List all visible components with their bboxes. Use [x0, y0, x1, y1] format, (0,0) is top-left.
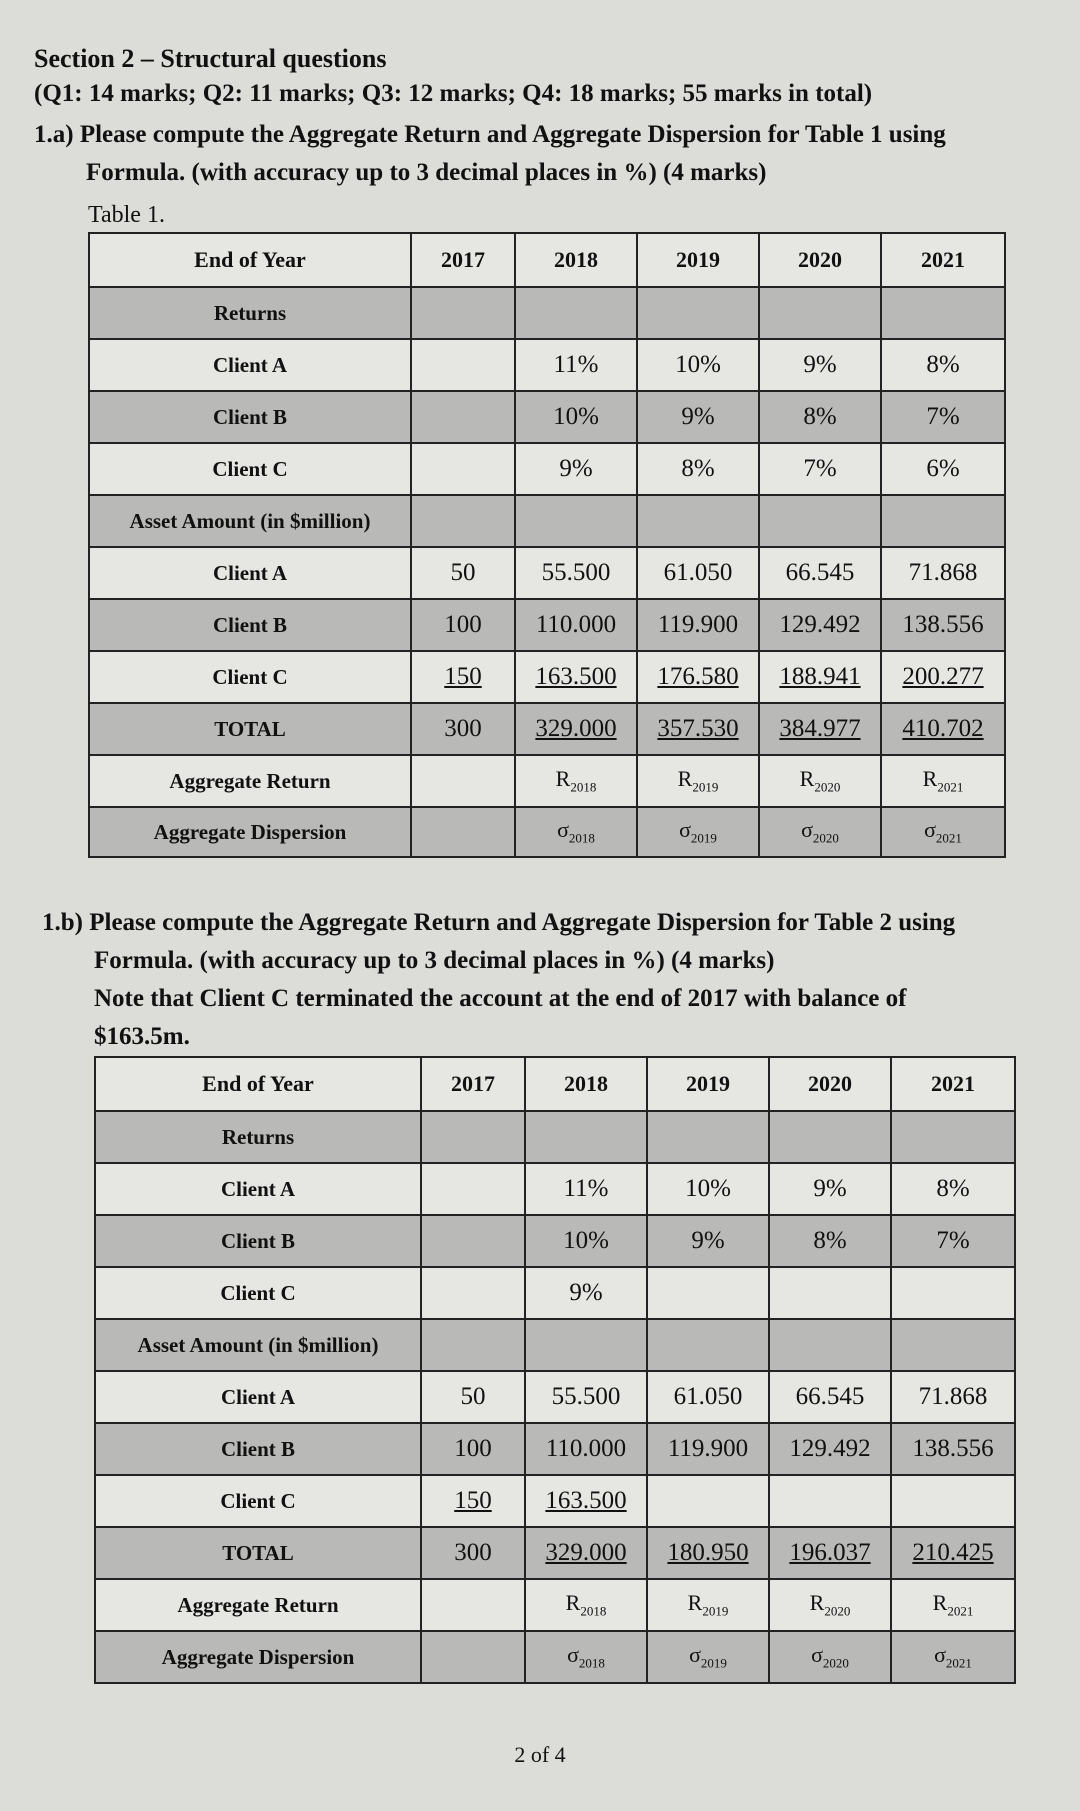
row-label: Client B: [95, 1215, 421, 1267]
cell: 300: [421, 1527, 525, 1579]
table-row: [95, 1215, 1015, 1267]
row-label: TOTAL: [95, 1527, 421, 1579]
cell: 129.492: [759, 599, 881, 651]
returns-section-row: [95, 1111, 1015, 1163]
header-cell: 2018: [525, 1057, 647, 1111]
asset-section-row: [89, 495, 1005, 547]
row-label: Client B: [89, 599, 411, 651]
cell: [421, 1163, 525, 1215]
cell: 6%: [881, 443, 1005, 495]
cell: 61.050: [647, 1371, 769, 1423]
symbol-cell: $\sigma_{2021}$: [881, 807, 1005, 857]
header-cell: 2021: [891, 1057, 1015, 1111]
cell: 163.500: [525, 1475, 647, 1527]
cell: [421, 1267, 525, 1319]
table-row: [95, 1371, 1015, 1423]
cell: [647, 1267, 769, 1319]
cell: [891, 1475, 1015, 1527]
symbol-cell: $\sigma_{2021}$: [891, 1631, 1015, 1683]
cell: 188.941: [759, 651, 881, 703]
row-label: Client B: [89, 391, 411, 443]
cell: [421, 1215, 525, 1267]
symbol-cell: $\sigma_{2020}$: [759, 807, 881, 857]
returns-section-row: [89, 287, 1005, 339]
header-cell: 2018: [515, 233, 637, 287]
cell: 163.500: [515, 651, 637, 703]
row-label: Client C: [95, 1267, 421, 1319]
table-row: [89, 547, 1005, 599]
header-cell: 2019: [637, 233, 759, 287]
row-label: Client C: [89, 443, 411, 495]
table-row: [95, 1267, 1015, 1319]
asset-label: Asset Amount (in $million): [89, 495, 411, 547]
cell: 110.000: [525, 1423, 647, 1475]
cell: 55.500: [515, 547, 637, 599]
cell: [891, 1267, 1015, 1319]
table-row: [89, 443, 1005, 495]
header-cell: 2020: [769, 1057, 891, 1111]
cell: 7%: [891, 1215, 1015, 1267]
cell: 10%: [637, 339, 759, 391]
question-1a: [34, 116, 946, 192]
row-label: TOTAL: [89, 703, 411, 755]
cell: 11%: [515, 339, 637, 391]
row-label: Client C: [89, 651, 411, 703]
aggregate-dispersion-row: [95, 1631, 1015, 1683]
question-1b-line2: Formula. (with accuracy up to 3 decimal places in %) (4 marks): [94, 947, 775, 974]
table-row: [89, 599, 1005, 651]
row-label: Aggregate Return: [89, 755, 411, 807]
cell: 7%: [881, 391, 1005, 443]
cell: 11%: [525, 1163, 647, 1215]
cell: 329.000: [515, 703, 637, 755]
cell: 10%: [525, 1215, 647, 1267]
question-1b-note-line2: $163.5m.: [94, 1023, 190, 1050]
cell: [769, 1475, 891, 1527]
symbol-cell: $R_{2021}$: [891, 1579, 1015, 1631]
cell: 66.545: [769, 1371, 891, 1423]
row-label: Client A: [89, 547, 411, 599]
cell: 8%: [637, 443, 759, 495]
row-label: Client A: [95, 1163, 421, 1215]
cell: 9%: [515, 443, 637, 495]
question-1b: [42, 904, 955, 1056]
cell: 150: [411, 651, 515, 703]
symbol-cell: $R_{2020}$: [769, 1579, 891, 1631]
table-row: [89, 651, 1005, 703]
cell: 9%: [525, 1267, 647, 1319]
cell: 7%: [759, 443, 881, 495]
cell: 329.000: [525, 1527, 647, 1579]
header-cell: 2019: [647, 1057, 769, 1111]
cell: 9%: [759, 339, 881, 391]
cell: 200.277: [881, 651, 1005, 703]
asset-section-row: [95, 1319, 1015, 1371]
row-label: Aggregate Dispersion: [89, 807, 411, 857]
cell: 8%: [759, 391, 881, 443]
cell: [769, 1267, 891, 1319]
page-number: 2 of 4: [514, 1742, 566, 1767]
cell: 100: [411, 599, 515, 651]
cell: [411, 443, 515, 495]
cell: 10%: [647, 1163, 769, 1215]
header-cell: 2017: [411, 233, 515, 287]
cell: 71.868: [881, 547, 1005, 599]
row-label: Aggregate Return: [95, 1579, 421, 1631]
returns-label: Returns: [89, 287, 411, 339]
symbol-cell: $\sigma_{2018}$: [515, 807, 637, 857]
table-1: [88, 232, 1006, 858]
marks-line: (Q1: 14 marks; Q2: 11 marks; Q3: 12 marks; Q4: 18 marks; 55 marks in total): [34, 80, 873, 107]
header-cell: 2021: [881, 233, 1005, 287]
cell: 8%: [769, 1215, 891, 1267]
symbol-cell: $R_{2020}$: [759, 755, 881, 807]
table-header-row: [89, 233, 1005, 287]
cell: 119.900: [647, 1423, 769, 1475]
row-label: Client C: [95, 1475, 421, 1527]
total-row: [95, 1527, 1015, 1579]
row-label: Aggregate Dispersion: [95, 1631, 421, 1683]
table1-caption: Table 1.: [88, 202, 165, 228]
cell: 61.050: [637, 547, 759, 599]
asset-label: Asset Amount (in $million): [95, 1319, 421, 1371]
cell: 300: [411, 703, 515, 755]
cell: 138.556: [881, 599, 1005, 651]
cell: 71.868: [891, 1371, 1015, 1423]
cell: 8%: [881, 339, 1005, 391]
row-label: Client A: [95, 1371, 421, 1423]
symbol-cell: $R_{2019}$: [647, 1579, 769, 1631]
row-label: Client A: [89, 339, 411, 391]
cell: 210.425: [891, 1527, 1015, 1579]
returns-label: Returns: [95, 1111, 421, 1163]
cell: 8%: [891, 1163, 1015, 1215]
question-1a-line2: Formula. (with accuracy up to 3 decimal places in %) (4 marks): [86, 159, 767, 186]
cell: 150: [421, 1475, 525, 1527]
cell: 10%: [515, 391, 637, 443]
header-cell: 2017: [421, 1057, 525, 1111]
cell: 119.900: [637, 599, 759, 651]
cell: 9%: [769, 1163, 891, 1215]
cell: 357.530: [637, 703, 759, 755]
cell: 410.702: [881, 703, 1005, 755]
cell: 50: [421, 1371, 525, 1423]
cell: 176.580: [637, 651, 759, 703]
aggregate-dispersion-row: [89, 807, 1005, 857]
cell: [647, 1475, 769, 1527]
cell: 180.950: [647, 1527, 769, 1579]
table-header-row: [95, 1057, 1015, 1111]
section-title: Section 2 – Structural questions: [34, 44, 387, 73]
aggregate-return-row: [89, 755, 1005, 807]
cell: 110.000: [515, 599, 637, 651]
symbol-cell: $R_{2021}$: [881, 755, 1005, 807]
cell: 50: [411, 547, 515, 599]
table-row: [89, 391, 1005, 443]
table-row: [89, 339, 1005, 391]
total-row: [89, 703, 1005, 755]
cell: [411, 391, 515, 443]
cell: 196.037: [769, 1527, 891, 1579]
cell: 100: [421, 1423, 525, 1475]
cell: 55.500: [525, 1371, 647, 1423]
cell: 384.977: [759, 703, 881, 755]
cell: 9%: [637, 391, 759, 443]
question-1a-line1: 1.a) Please compute the Aggregate Return and Aggregate Dispersion for Table 1 using: [34, 121, 946, 148]
table-row: [95, 1475, 1015, 1527]
header-cell: End of Year: [95, 1057, 421, 1111]
symbol-cell: $\sigma_{2019}$: [637, 807, 759, 857]
table-row: [95, 1423, 1015, 1475]
table-row: [95, 1163, 1015, 1215]
header-cell: 2020: [759, 233, 881, 287]
table-2: [94, 1056, 1016, 1684]
symbol-cell: $\sigma_{2018}$: [525, 1631, 647, 1683]
question-1b-line1: 1.b) Please compute the Aggregate Return and Aggregate Dispersion for Table 2 using: [42, 909, 956, 936]
cell: 138.556: [891, 1423, 1015, 1475]
symbol-cell: $R_{2018}$: [515, 755, 637, 807]
aggregate-return-row: [95, 1579, 1015, 1631]
cell: 129.492: [769, 1423, 891, 1475]
header-cell: End of Year: [89, 233, 411, 287]
cell: 66.545: [759, 547, 881, 599]
symbol-cell: $R_{2019}$: [637, 755, 759, 807]
question-1b-note-line1: Note that Client C terminated the account at the end of 2017 with balance of: [94, 985, 907, 1012]
cell: [411, 339, 515, 391]
row-label: Client B: [95, 1423, 421, 1475]
symbol-cell: $\sigma_{2019}$: [647, 1631, 769, 1683]
symbol-cell: $\sigma_{2020}$: [769, 1631, 891, 1683]
symbol-cell: $R_{2018}$: [525, 1579, 647, 1631]
cell: 9%: [647, 1215, 769, 1267]
